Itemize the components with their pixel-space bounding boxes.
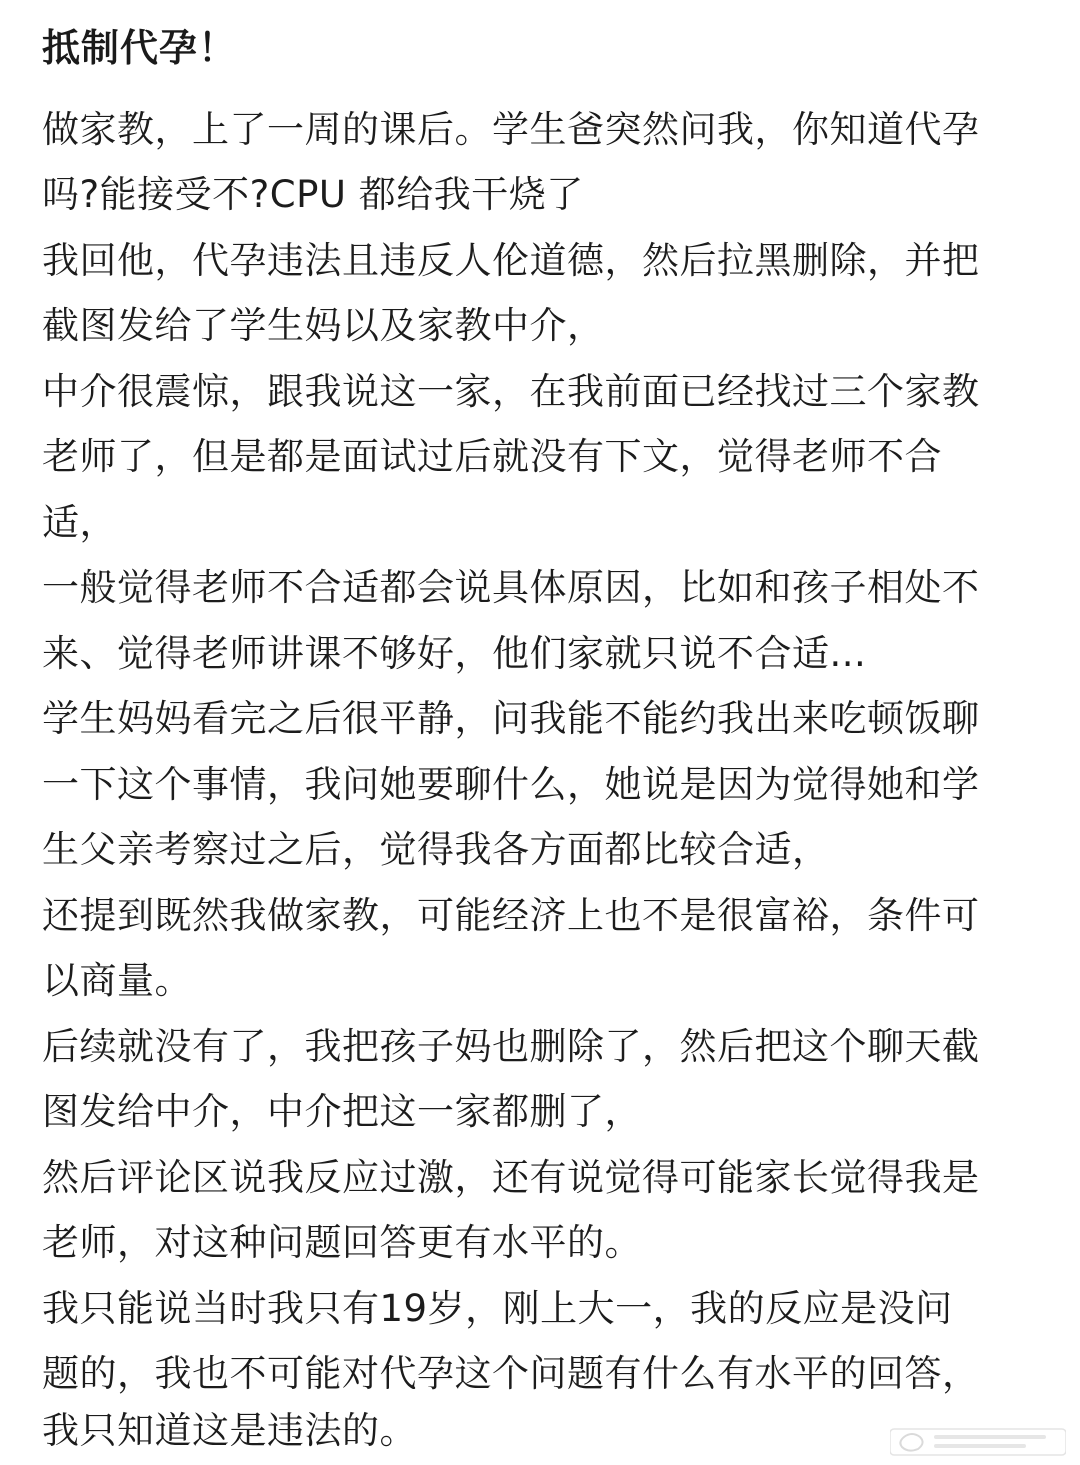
post-line: 我只能说当时我只有19岁，刚上大一，我的反应是没问 <box>42 1287 953 1330</box>
post-line: 做家教，上了一周的课后。学生爸突然问我，你知道代孕 <box>42 108 980 151</box>
post-line: 学生妈妈看完之后很平静，问我能不能约我出来吃顿饭聊 <box>42 697 980 740</box>
post-line: 截图发给了学生妈以及家教中介， <box>42 304 605 347</box>
post-title: 抵制代孕！ <box>42 26 238 70</box>
post-line: 题的，我也不可能对代孕这个问题有什么有水平的回答， <box>42 1352 980 1395</box>
post-line: 一下这个事情，我问她要聊什么，她说是因为觉得她和学 <box>42 763 980 806</box>
post-line: 还提到既然我做家教，可能经济上也不是很富裕，条件可 <box>42 894 980 937</box>
post-line: 适， <box>42 501 117 544</box>
post-line: 一般觉得老师不合适都会说具体原因，比如和孩子相处不 <box>42 566 980 609</box>
post-line: 我只知道这是违法的。 <box>42 1409 417 1452</box>
post-line: 老师，对这种问题回答更有水平的。 <box>42 1221 642 1264</box>
post-line: 然后评论区说我反应过激，还有说觉得可能家长觉得我是 <box>42 1156 980 1199</box>
post-line: 以商量。 <box>42 959 192 1002</box>
post-line: 老师了，但是都是面试过后就没有下文，觉得老师不合 <box>42 435 942 478</box>
post-line: 生父亲考察过之后，觉得我各方面都比较合适， <box>42 828 830 871</box>
post-line: 图发给中介，中介把这一家都删了， <box>42 1090 642 1133</box>
post-line: 我回他，代孕违法且违反人伦道德，然后拉黑删除，并把 <box>42 239 980 282</box>
weibo-watermark-icon <box>890 1423 1066 1459</box>
post-line: 吗?能接受不?CPU 都给我干烧了 <box>42 173 584 216</box>
post-line: 中介很震惊，跟我说这一家，在我前面已经找过三个家教 <box>42 370 980 413</box>
post-line: 来、觉得老师讲课不够好，他们家就只说不合适... <box>42 632 867 675</box>
post-line: 后续就没有了，我把孩子妈也删除了，然后把这个聊天截 <box>42 1025 980 1068</box>
